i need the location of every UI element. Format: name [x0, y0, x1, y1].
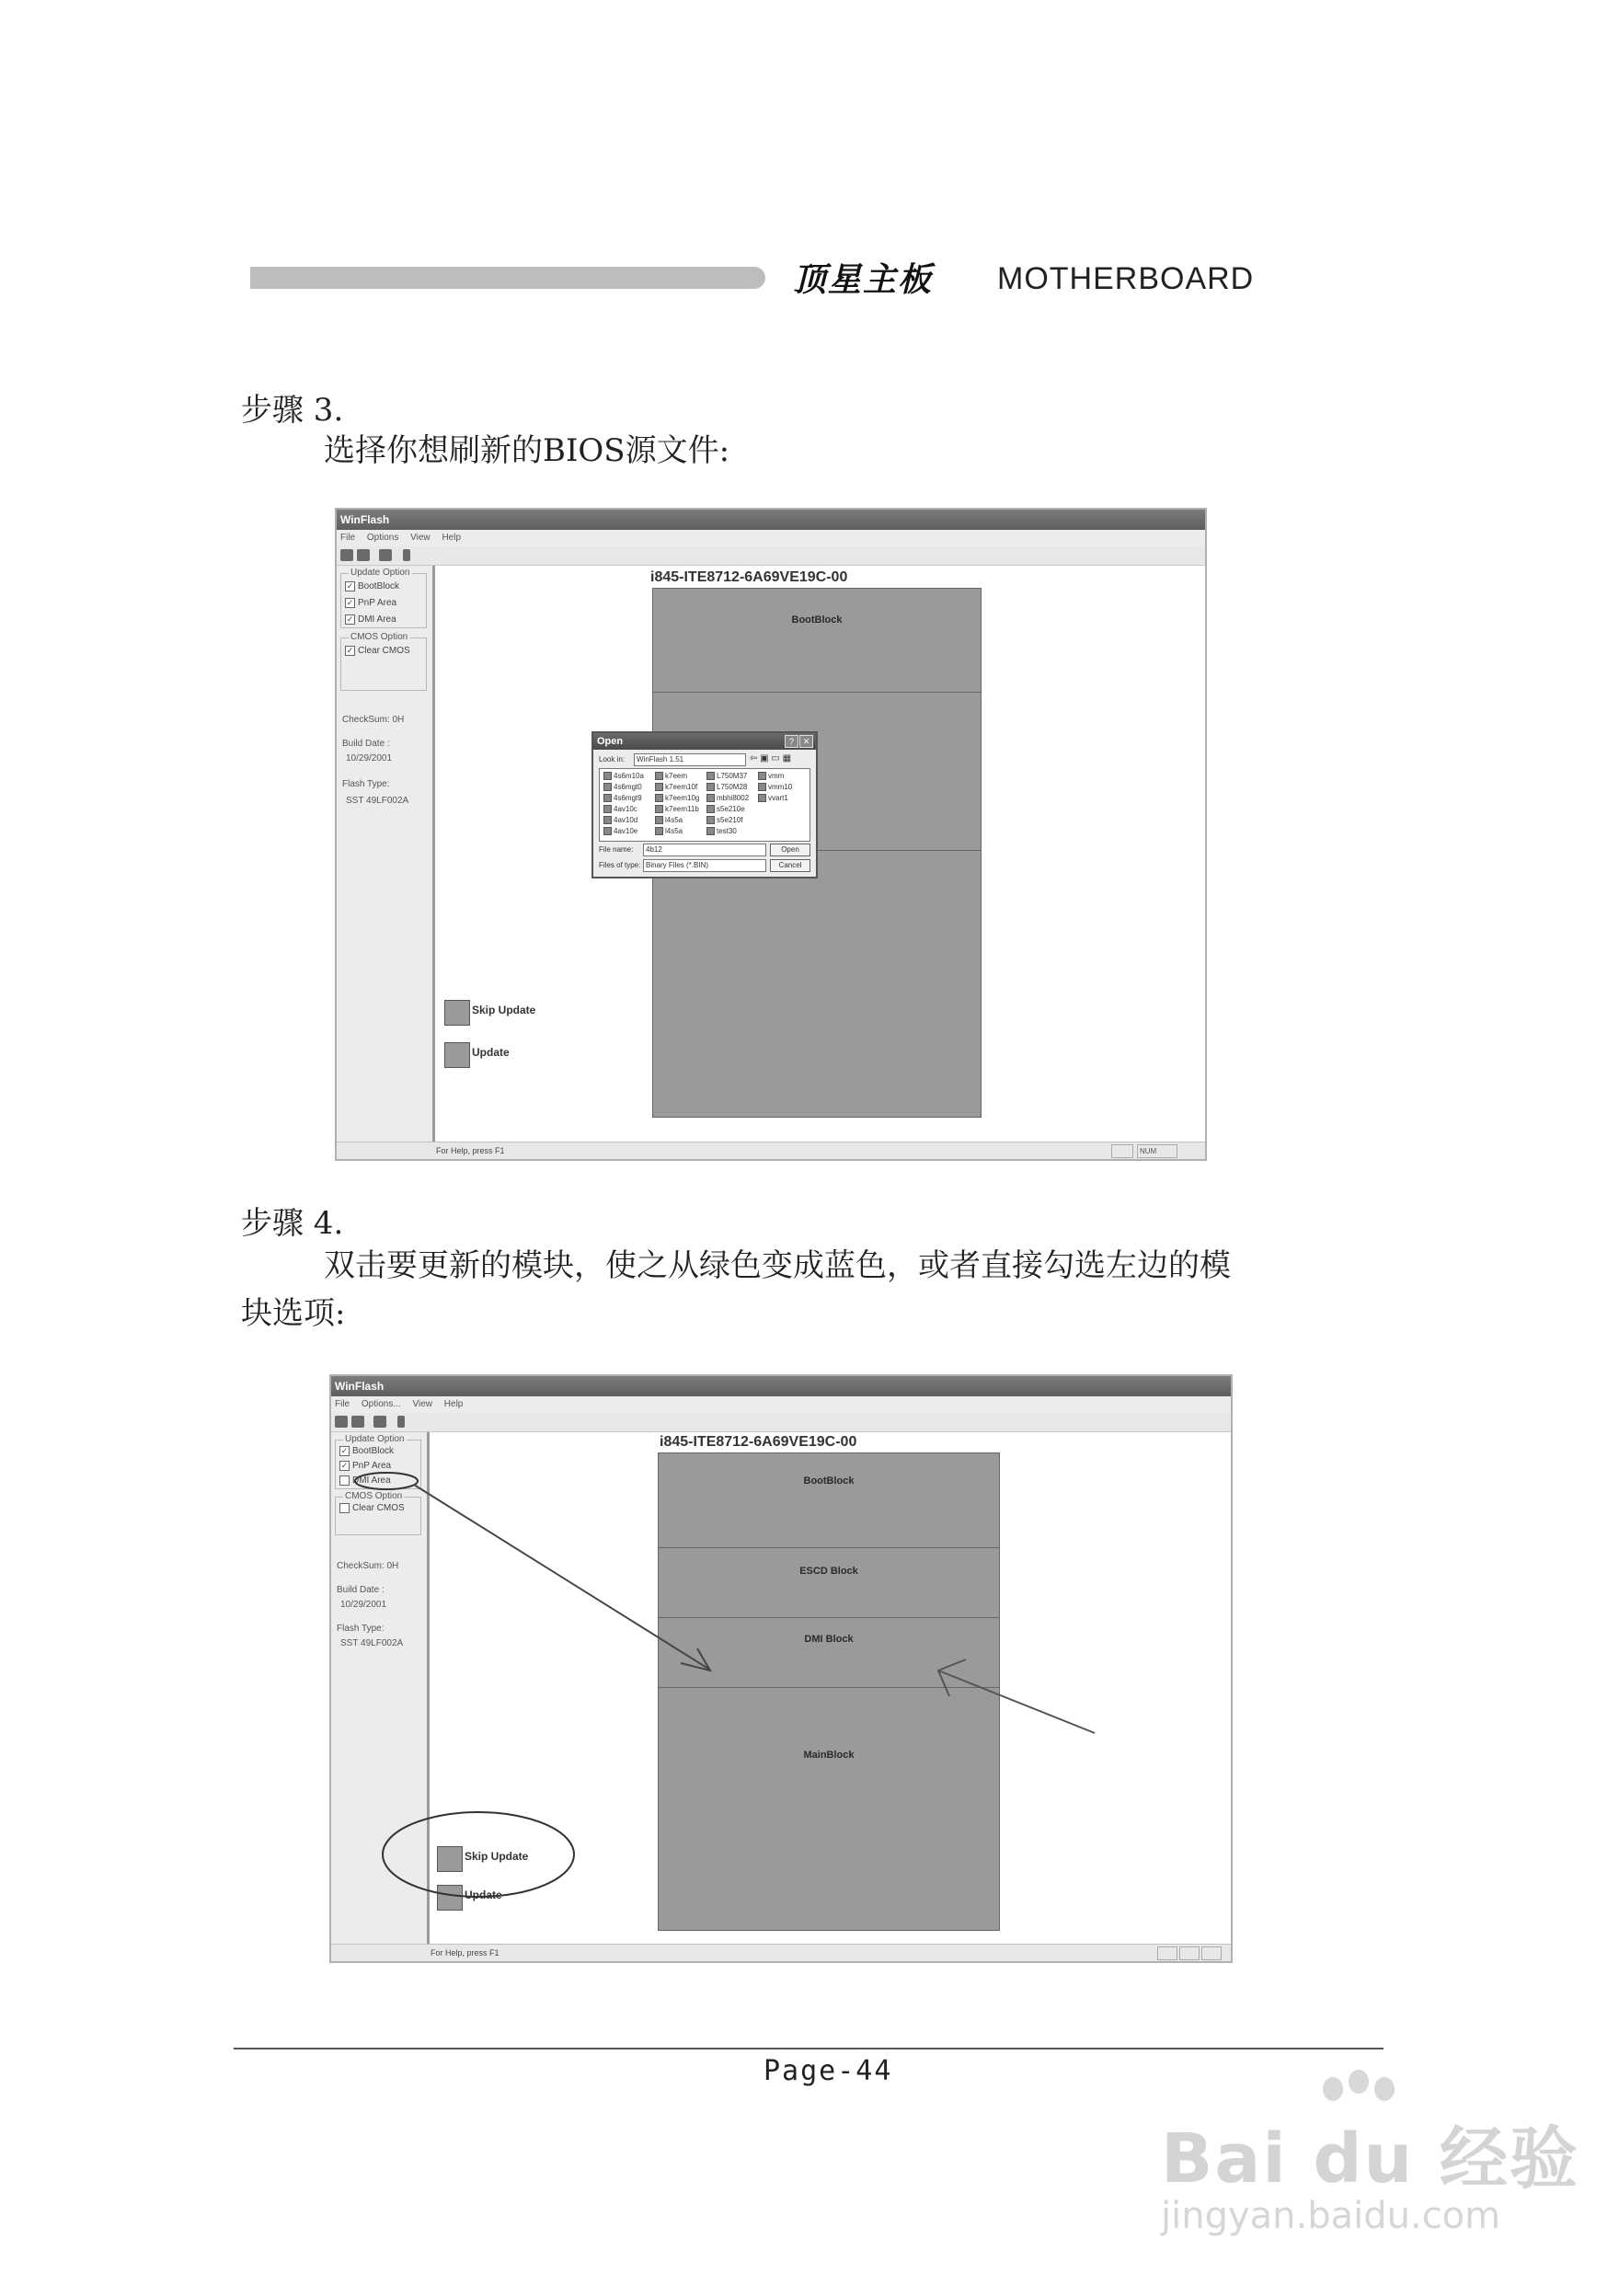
watermark-paw-icon	[1349, 2070, 1369, 2094]
bootblock-checkbox[interactable]: ✓ BootBlock	[340, 1446, 395, 1457]
toolbar	[337, 546, 1205, 566]
main-block[interactable]	[653, 850, 981, 1117]
file-item[interactable]: 4av10d	[603, 816, 637, 824]
window-title: WinFlash	[331, 1376, 1231, 1396]
step4-text-line2: 块选项:	[241, 1295, 346, 1332]
build-date-value: 10/29/2001	[340, 1600, 387, 1610]
file-item[interactable]: 4s6mgt9	[603, 794, 642, 802]
flash-type-value: SST 49LF002A	[340, 1638, 404, 1648]
file-item[interactable]: L750M28	[706, 783, 747, 791]
file-item[interactable]: k7eem	[655, 772, 687, 780]
chip-title: i845-ITE8712-6A69VE19C-00	[650, 569, 848, 585]
file-item[interactable]: l4s5a	[655, 827, 683, 835]
step3-text: 选择你想刷新的BIOS源文件:	[324, 432, 730, 469]
menu-view[interactable]: View	[412, 1399, 432, 1409]
file-item[interactable]: L750M37	[706, 772, 747, 780]
brand-logo-text: 顶星主板	[793, 261, 934, 299]
menu-bar	[337, 530, 1205, 546]
flash-type-label: Flash Type:	[342, 779, 390, 789]
dmi-checkbox[interactable]: ✓ DMI Area	[346, 614, 396, 626]
file-item[interactable]: 4av10c	[603, 805, 637, 813]
winflash-screenshot-2	[329, 1374, 1233, 1963]
skip-update-label: Skip Update	[465, 1850, 529, 1863]
menu-file[interactable]: File	[340, 533, 356, 543]
menu-options[interactable]: Options	[366, 533, 399, 543]
bootblock-block[interactable]: BootBlock	[659, 1453, 999, 1548]
brand-english: MOTHERBOARD	[997, 261, 1255, 296]
build-date-label: Build Date :	[337, 1585, 385, 1595]
buttons-circle-mark	[383, 1812, 574, 1897]
file-item[interactable]: l4s5a	[655, 816, 683, 824]
bootblock-block[interactable]: BootBlock	[653, 589, 981, 693]
menu-help[interactable]: Help	[442, 533, 462, 543]
file-name-input[interactable]: 4b12	[643, 844, 766, 856]
checksum-text: CheckSum: 0H	[337, 1561, 399, 1571]
look-in-select[interactable]: WinFlash 1.51	[634, 753, 746, 766]
close-icon[interactable]: ✕	[799, 735, 813, 748]
update-option-group	[340, 568, 427, 628]
main-block[interactable]: MainBlock	[803, 1750, 855, 1761]
clearcmos-checkbox[interactable]: ✓ Clear CMOS	[346, 646, 410, 657]
save-icon[interactable]	[357, 549, 370, 561]
step3-heading: 步骤 3.	[241, 392, 344, 429]
options-sidebar	[337, 566, 435, 1159]
menu-view[interactable]: View	[410, 533, 431, 543]
update-option-label: Update Option	[350, 568, 410, 578]
escd-block[interactable]: ESCD Block	[659, 1547, 999, 1618]
cmos-option-group	[340, 632, 427, 691]
flash-icon[interactable]	[379, 549, 392, 561]
status-help-text: For Help, press F1	[431, 1948, 499, 1957]
file-name-label: File name:	[599, 845, 634, 854]
file-list	[599, 768, 810, 842]
file-item[interactable]: k7eem10g	[655, 794, 699, 802]
file-item[interactable]: 4s6mgt0	[603, 783, 642, 791]
step4-text-line1: 双击要更新的模块，使之从绿色变成蓝色，或者直接勾选左边的模	[324, 1247, 1231, 1284]
open-dialog-title: Open	[593, 733, 816, 750]
bootblock-checkbox[interactable]: ✓ BootBlock	[346, 581, 400, 592]
build-date-label: Build Date :	[342, 739, 390, 749]
open-icon[interactable]	[340, 549, 353, 561]
step4-heading: 步骤 4.	[241, 1205, 344, 1242]
window-title: WinFlash	[337, 510, 1205, 530]
arrowhead-right	[938, 1659, 966, 1696]
status-bar	[337, 1142, 1205, 1159]
watermark-logo: Bai du 经验	[1161, 2119, 1579, 2198]
annotation-overlay	[331, 1376, 1231, 1961]
look-in-label: Look in:	[599, 755, 626, 763]
file-item[interactable]: test30	[706, 827, 737, 835]
file-type-select[interactable]: Binary Files (*.BIN)	[643, 859, 766, 872]
dmi-block[interactable]: DMI Block	[659, 1617, 999, 1688]
header-bar	[250, 267, 765, 289]
status-num: NUM	[1137, 1144, 1177, 1158]
help-icon[interactable]: ?	[785, 735, 798, 748]
watermark-url: jingyan.baidu.com	[1161, 2195, 1501, 2237]
file-item[interactable]: k7eem11b	[655, 805, 699, 813]
file-item[interactable]: vvart1	[758, 794, 788, 802]
file-item[interactable]: vmm10	[758, 783, 792, 791]
arrow-line-right	[938, 1670, 1095, 1733]
skip-update-label: Skip Update	[472, 1004, 536, 1016]
checksum-text: CheckSum: 0H	[342, 715, 405, 725]
file-item[interactable]: s5e210f	[706, 816, 742, 824]
menu-help[interactable]: Help	[443, 1399, 464, 1409]
file-item[interactable]: 4av10e	[603, 827, 637, 835]
watermark-paw-icon	[1374, 2077, 1395, 2101]
update-option-label: Update Option	[345, 1434, 405, 1444]
menu-file[interactable]: File	[335, 1399, 350, 1409]
open-dialog	[591, 731, 818, 878]
status-help-text: For Help, press F1	[436, 1146, 505, 1155]
flash-type-value: SST 49LF002A	[346, 796, 409, 806]
file-item[interactable]: k7eem10f	[655, 783, 697, 791]
pnp-checkbox[interactable]: ✓ PnP Area	[340, 1461, 392, 1472]
build-date-value: 10/29/2001	[346, 753, 393, 763]
pnp-checkbox[interactable]: ✓ PnP Area	[346, 598, 397, 609]
open-button[interactable]: Open	[770, 844, 810, 856]
watermark-paw-icon	[1323, 2077, 1343, 2101]
file-type-label: Files of type:	[599, 861, 641, 869]
clearcmos-checkbox[interactable]: Clear CMOS	[339, 1503, 405, 1513]
nav-icons[interactable]: ⇦ ▣ ▭ ▦	[750, 753, 792, 763]
cmos-option-label: CMOS Option	[345, 1491, 403, 1501]
help-icon[interactable]	[403, 549, 410, 561]
update-button[interactable]	[444, 1042, 470, 1068]
update-label: Update	[465, 1888, 502, 1901]
file-item[interactable]: s5e210e	[706, 805, 745, 813]
arrow-line-left	[414, 1485, 708, 1669]
footer-rule	[234, 2048, 1384, 2049]
winflash-screenshot-1	[335, 508, 1207, 1161]
file-item[interactable]: 4s6m10a	[603, 772, 644, 780]
file-item[interactable]: mbhi8002	[706, 794, 749, 802]
cmos-option-label: CMOS Option	[350, 632, 408, 642]
chip-title: i845-ITE8712-6A69VE19C-00	[660, 1434, 857, 1450]
dmi-circle-mark	[355, 1473, 418, 1489]
dmi-checkbox[interactable]: DMI Area	[339, 1475, 391, 1486]
flash-type-label: Flash Type:	[337, 1624, 385, 1634]
status-cell	[1111, 1144, 1133, 1158]
update-label: Update	[472, 1046, 510, 1059]
cancel-button[interactable]: Cancel	[770, 859, 810, 872]
skip-update-button[interactable]	[444, 1000, 470, 1026]
menu-options[interactable]: Options...	[361, 1399, 401, 1409]
file-item[interactable]: vmm	[758, 772, 784, 780]
page-number: Page-44	[764, 2055, 893, 2087]
chip-map-area	[435, 566, 1205, 1142]
